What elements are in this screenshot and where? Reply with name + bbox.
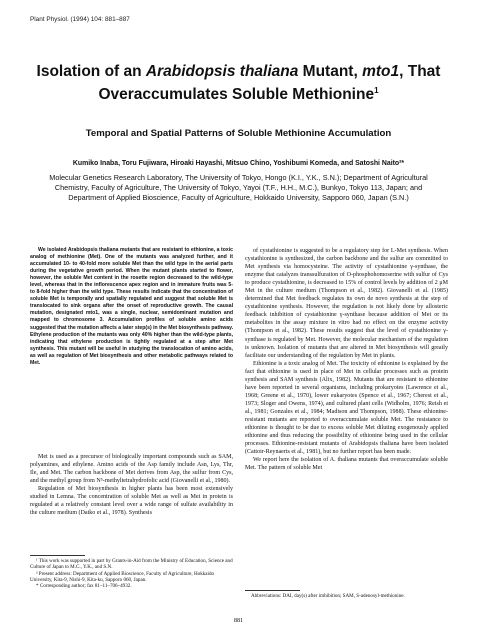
left-column-body: [30, 453, 233, 517]
footnote: ² Present address: Department of Applied Bioscience, Faculty of Agriculture, Hokkaido University, Kita-9, Nishi-9, Kita-ku, Sapporo 060, Japan.: [30, 570, 215, 583]
body-paragraph: Ethionine is a toxic analog of Met. The toxicity of ethionine is explained by the fact that ethionine is used in place of Met in cellular processes such as protein synthesis and SAM synthesis (Alix, 1982). Mutants that are resistant to ethionine have been reported in several organisms, including prokaryotes (Lawrence et al., 1968; Greene et al., 1970), lower eukaryotes (Spence et al., 1967; Cherest et al., 1973; Sloger and Owens, 1974), and cultured plant cells (Widholm, 1976; Reish et al., 1981; Gonzales et al., 1984; Madison and Thompson, 1988). These ethionine-resistant mutants are reported to overaccumulate soluble Met. The resistance to ethionine is thought to be due to excess soluble Met diluting exogenously applied ethionine and thus reducing the possibility of ethionine being used in the cellular processes. Ethionine-resistant mutants of Arabidopsis thaliana have been isolated (Cattoir-Reynaerts et al., 1981), but no further report has been made.: [245, 360, 448, 456]
footnote: ¹ This work was supported in part by Grants-in-Aid from the Ministry of Education, Science and Culture of Japan to M.C., Y.K., and S.N.: [30, 558, 233, 571]
abstract: We isolated Arabidopsis thaliana mutants that are resistant to ethionine, a toxic analog of methionine (Met). One of the mutants was analyzed further, and it accumulated 10- to 40-fold more soluble Met than the wild type in the aerial parts during the vegetative growth period. When the mutant plants started to flower, however, the soluble Met content in the rosette region decreased to the wild-type level, whereas that in the inflorescence apex region and in immature fruits was 5- to 8-fold higher than the wild type. These results indicate that the concentration of soluble Met is temporally and spatially regulated and suggest that soluble Met is translocated to sink organs after the onset of reproductive growth. The causal mutation, designated mto1, was a single, nuclear, semidominant mutation and mapped to chromosome 3. Accumulation profiles of soluble amino acids suggested that the mutation affects a later step(s) in the Met biosynthesis pathway. Ethylene production of the mutants was only 40% higher than the wild-type plants, indicating that ethylene production is tightly regulated at a step after Met synthesis. This mutant will be useful in studying the translocation of amino acids, as well as regulation of Met biosynthesis and other metabolic pathways related to Met.: [30, 247, 233, 366]
paper-subtitle: Temporal and Spatial Patterns of Soluble Methionine Accumulation: [85, 128, 392, 139]
title-pre: Isolation of an: [36, 63, 146, 80]
body-paragraph: Regulation of Met biosynthesis in higher plants has been most extensively studied in Lemna. The concentration of soluble Met as well as Met in protein is regulated at a relatively constant level over a wide range of sulfate availability in the culture medium (Datko et al., 1978). Synthesis: [30, 486, 233, 517]
title-footnote-mark: 1: [374, 86, 379, 95]
body-paragraph: of cystathionine is suggested to be a regulatory step for L-Met synthesis. When cystathionine is synthesized, the carbon backbone and the sulfur are committed to Met synthesis via homocysteine. The activity of cystathionine γ-synthase, the enzyme that catalyzes transsulfuration of O-phosphohomoserine with sulfur of Cys to produce cystathionine, is decreased to 15% of control levels by addition of 2 μM Met in the culture medium (Thompson et al., 1982). Giovanelli et al. (1985) determined that Met feedback regulates its own de novo synthesis at the step of cystathionine synthesis. However, the regulation is not likely done by allosteric feedback inhibition of cystathionine γ-synthase because addition of Met or its metabolites in the assay mixture in vitro had no effect on the enzyme activity (Thompson et al., 1982). These results suggest that the level of cystathionine γ-synthase is regulated by Met. However, the molecular mechanism of the regulation is unknown. Isolation of mutants that are altered in Met biosynthesis will greatly facilitate our understanding of the regulation by Met in plants.: [245, 248, 448, 359]
affiliations: Molecular Genetics Research Laboratory, The University of Tokyo, Hongo (K.I., Y.K., S.N.); Department of Agricultural Chemistry, Faculty of Agriculture, The University of Tokyo, Yayoi (T.F., H.H., M.C.), Bunkyo, Tokyo 113, Japan; and Department of Applied Bioscience, Faculty of Agriculture, Hokkaido University, Sapporo 060, Japan (S.N.): [49, 173, 428, 203]
footnote: * Corresponding author; fax 81–11–706–4932.: [36, 583, 132, 590]
abbreviations-divider: [245, 590, 300, 591]
abbreviations: Abbreviations: DAI, day(s) after imbibition; SAM, S-adenosyl-methionine.: [251, 593, 405, 599]
body-paragraph: Met is used as a precursor of biologically important compounds such as SAM, polyamines, and ethylene. Amino acids of the Asp family include Asn, Lys, Thr, Ile, and Met. The carbon backbone of Met derives from Asp, the sulfur from Cys, and the methyl group from N⁵-methyltetrahydrofolic acid (Giovanelli et al., 1980).: [30, 454, 233, 485]
footnotes: [30, 558, 233, 589]
title-post: Mutant,: [298, 63, 363, 80]
right-column-body: [245, 247, 448, 472]
paper-title: [20, 62, 457, 104]
title-mutant: mto1: [362, 63, 400, 80]
footnote-divider: [30, 555, 85, 556]
author-list: Kumiko Inaba, Toru Fujiwara, Hiroaki Hayashi, Mitsuo Chino, Yoshibumi Komeda, and Satoshi Naito²*: [72, 160, 405, 167]
title-species: Arabidopsis thaliana: [145, 63, 299, 80]
journal-citation: Plant Physiol. (1994) 104: 881–887: [30, 16, 130, 23]
title-post2: , That Overaccumulates Soluble Methionine: [98, 63, 441, 104]
body-paragraph: We report here the isolation of A. thaliana mutants that overaccumulate soluble Met. The pattern of soluble Met: [245, 457, 448, 472]
page-number: 881: [233, 617, 244, 624]
